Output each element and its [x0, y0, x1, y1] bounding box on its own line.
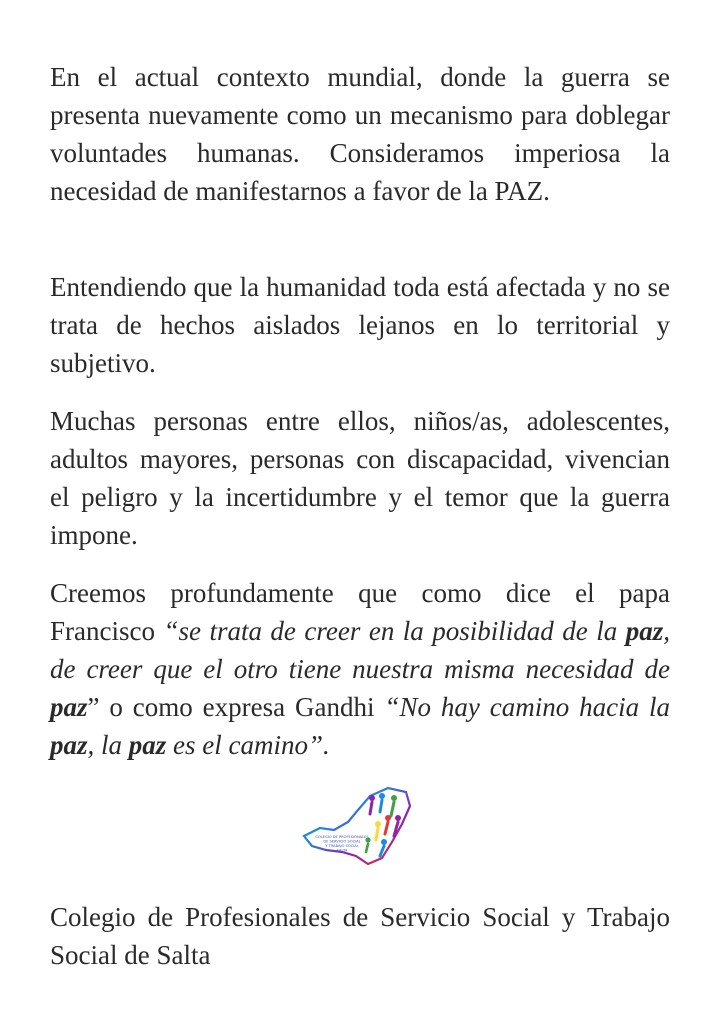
gandhi-quote-part2: , la [87, 730, 129, 760]
gandhi-intro: o como expresa Gandhi [99, 692, 385, 722]
quote-intro: Creemos profundamente que como dice el papa Francisco [50, 578, 670, 646]
paragraph-affected-people: Muchas personas entre ellos, niños/as, adolescentes, adultos mayores, personas con discapacidad, vivencian el peligro y la incertidumbre y el temor que la guerra impone. [50, 406, 670, 550]
paragraph-context: En el actual contexto mundial, donde la guerra se presenta nuevamente como un mecanismo para doblegar voluntades humanas. Consideramos imperiosa la necesidad de manifestarnos a favor de la PAZ. [50, 62, 670, 206]
gandhi-quote-part1: “No hay camino hacia la [384, 692, 670, 722]
logo-text-line: SALTA [336, 848, 348, 853]
paragraph-quotes [50, 574, 670, 764]
college-logo [298, 784, 416, 866]
pope-quote-part1: “se trata de creer en la posibilidad de la [163, 616, 626, 646]
quote-close: ” [87, 692, 100, 722]
pope-quote-part2: , de creer que el otro tiene nuestra misma necesidad de [50, 616, 670, 684]
paz-word: paz [50, 692, 88, 722]
paz-word: paz [50, 730, 88, 760]
paz-word: paz [625, 616, 664, 646]
logo-text-line: COLEGIO DE PROFESIONALES [315, 835, 369, 839]
logo-text-line: DE SERVICIO SOCIAL [323, 839, 361, 844]
logo-text-line: Y TRABAJO SOCIAL [325, 844, 359, 848]
paragraph-humanity: Entendiendo que la humanidad toda está afectada y no se trata de hechos aislados lejanos en lo territorial y subjetivo. [50, 272, 670, 378]
signature: Colegio de Profesionales de Servicio Social y Trabajo Social de Salta [50, 902, 670, 970]
gandhi-quote-part3: es el camino”. [166, 730, 330, 760]
paz-word: paz [128, 730, 167, 760]
